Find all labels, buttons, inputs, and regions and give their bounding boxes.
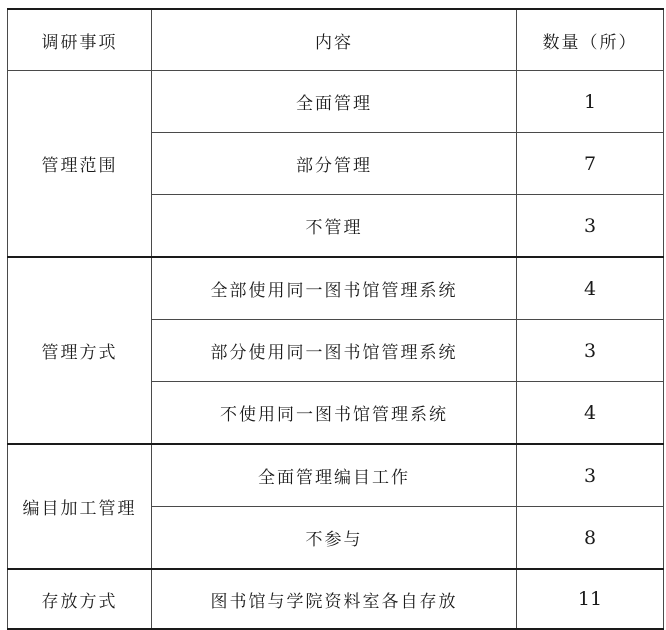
content-cell: 部分使用同一图书馆管理系统 <box>152 320 517 382</box>
survey-table <box>7 8 664 630</box>
category-cell-cataloging: 编目加工管理 <box>8 444 152 569</box>
count-cell: 4 <box>517 257 664 320</box>
count-cell: 1 <box>517 71 664 133</box>
count-cell: 11 <box>517 569 664 629</box>
content-cell: 全部使用同一图书馆管理系统 <box>152 257 517 320</box>
content-cell: 不使用同一图书馆管理系统 <box>152 382 517 445</box>
header-item: 调研事项 <box>8 9 152 71</box>
category-cell-management-scope: 管理范围 <box>8 71 152 258</box>
count-cell: 8 <box>517 507 664 570</box>
count-cell: 3 <box>517 195 664 258</box>
header-content: 内容 <box>152 9 517 71</box>
content-cell: 部分管理 <box>152 133 517 195</box>
table-header-row <box>8 9 664 71</box>
count-cell: 3 <box>517 320 664 382</box>
table-row <box>8 444 664 507</box>
table-row <box>8 257 664 320</box>
content-cell: 全面管理编目工作 <box>152 444 517 507</box>
count-cell: 3 <box>517 444 664 507</box>
table-row <box>8 569 664 629</box>
content-cell: 不参与 <box>152 507 517 570</box>
category-cell-management-method: 管理方式 <box>8 257 152 444</box>
category-cell-storage: 存放方式 <box>8 569 152 629</box>
header-count: 数量（所） <box>517 9 664 71</box>
content-cell: 全面管理 <box>152 71 517 133</box>
count-cell: 4 <box>517 382 664 445</box>
content-cell: 不管理 <box>152 195 517 258</box>
count-cell: 7 <box>517 133 664 195</box>
table-row <box>8 71 664 133</box>
content-cell: 图书馆与学院资料室各自存放 <box>152 569 517 629</box>
